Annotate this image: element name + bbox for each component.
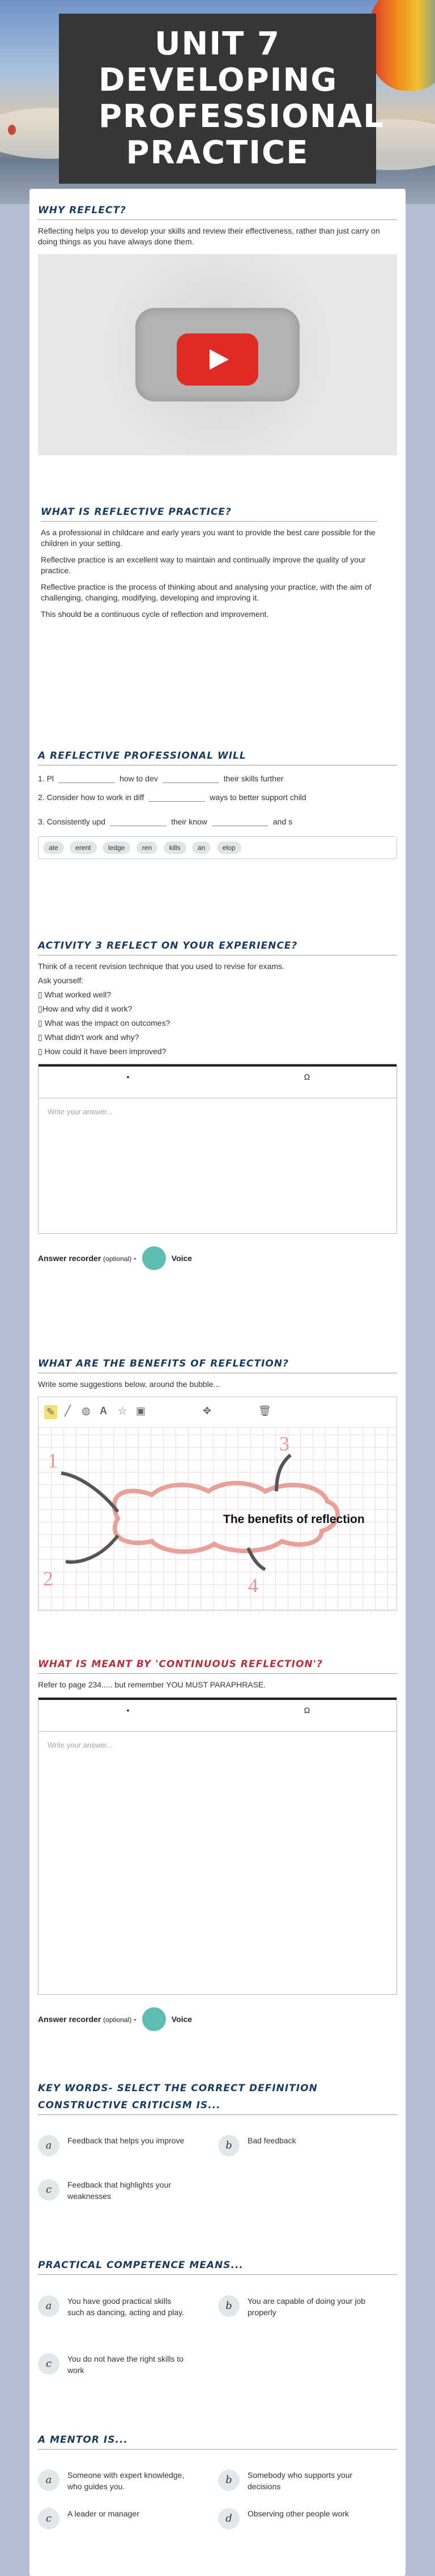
play-icon[interactable]	[177, 333, 258, 386]
word-chip[interactable]: elop	[217, 841, 241, 854]
option-letter: a	[38, 2135, 59, 2156]
why-reflect-section	[38, 205, 397, 455]
section-title: ACTIVITY 3 REFLECT ON YOUR EXPERIENCE?	[38, 940, 397, 955]
benefits-section	[38, 1358, 397, 1611]
answer-recorder	[38, 2007, 397, 2031]
hero-banner	[0, 0, 435, 204]
word-chip[interactable]: kills	[164, 841, 186, 854]
ask-label: Ask yourself:	[38, 976, 84, 985]
paragraph: Reflective practice is an excellent way to maintain and continually improve the quality of your practice.	[41, 555, 366, 575]
question-item: ▯How and why did it work?	[38, 1004, 133, 1013]
option-text: Observing other people work	[248, 2509, 349, 2518]
text-part: their know	[171, 817, 207, 826]
benefits-text: Write some suggestions below, around the bubble...	[38, 1380, 220, 1389]
why-reflect-text: Reflecting helps you to develop your skills and review their effectiveness, rather than just carry on doing things as you have always done them.	[38, 226, 380, 246]
number-1: 1	[48, 1449, 58, 1472]
blank-drop[interactable]	[58, 775, 115, 783]
arrow-line	[61, 1473, 118, 1512]
option-letter: c	[38, 2508, 59, 2530]
option-d[interactable]	[218, 2508, 394, 2530]
bullet-list-button[interactable]: •	[126, 1706, 130, 1715]
text-part: their skills further	[223, 774, 284, 783]
bubble-text: The benefits of reflection	[223, 1513, 365, 1526]
section-title: WHAT ARE THE BENEFITS OF REFLECTION?	[38, 1358, 397, 1373]
paragraph: This should be a continuous cycle of reflection and improvement.	[41, 610, 269, 619]
section-title: WHY REFLECT?	[38, 205, 397, 220]
paragraph: Reflective practice is the process of thinking about and analysing your practice, with the aim of challenging, changing, modifying, developing and improving it.	[41, 582, 372, 602]
section-title: WHAT IS MEANT BY 'CONTINUOUS REFLECTION'?	[38, 1659, 397, 1674]
answer-input[interactable]: Write your answer...	[48, 1741, 113, 1749]
word-chip[interactable]: ate	[43, 841, 64, 854]
option-letter: b	[218, 2469, 240, 2491]
record-button[interactable]	[142, 2007, 166, 2031]
option-letter: a	[38, 2295, 59, 2317]
fill-line-3	[38, 817, 397, 827]
pen-icon[interactable]: ╱	[65, 1405, 71, 1416]
drawing-svg	[39, 1428, 396, 1610]
star-icon[interactable]: ☆	[118, 1405, 127, 1416]
word-bank	[38, 836, 397, 859]
blank-drop[interactable]	[212, 818, 268, 826]
record-button[interactable]	[142, 1246, 166, 1270]
text-part: 1. Pl	[38, 774, 54, 783]
pencil-icon[interactable]: ✎	[44, 1405, 57, 1419]
option-letter: b	[218, 2295, 240, 2317]
image-icon[interactable]: ▣	[136, 1405, 146, 1416]
video-player[interactable]	[38, 254, 397, 455]
question-item: ▯ How could it have been improved?	[38, 1047, 167, 1056]
voice-label: Voice	[171, 1254, 193, 1263]
editor-toolbar	[39, 1064, 396, 1098]
voice-label: Voice	[171, 2015, 193, 2024]
option-text: A leader or manager	[67, 2509, 139, 2518]
number-4: 4	[248, 1574, 258, 1597]
option-c[interactable]	[38, 2179, 208, 2202]
recorder-label: Answer recorder (optional) -	[38, 1254, 137, 1263]
option-letter: c	[38, 2179, 59, 2201]
small-balloon-image	[8, 125, 16, 135]
word-chip[interactable]: ren	[137, 841, 157, 854]
reflective-practice-section	[41, 506, 377, 620]
answer-recorder	[38, 1246, 397, 1270]
text-part: and s	[272, 817, 293, 826]
option-letter: a	[38, 2469, 59, 2491]
option-text: Feedback that highlights your weaknesses	[67, 2180, 171, 2201]
option-b[interactable]	[218, 2135, 388, 2156]
activity-text: Think of a recent revision technique that you used to revise for exams.	[38, 962, 285, 971]
question-title: A MENTOR IS...	[38, 2434, 397, 2450]
question-item: ▯ What didn't work and why?	[38, 1033, 139, 1042]
arrow-line	[66, 1536, 118, 1562]
blank-drop[interactable]	[148, 794, 205, 802]
page-title: UNIT 7 DEVELOPING PROFESSIONAL PRACTICE	[99, 26, 385, 171]
title-box	[59, 14, 385, 184]
text-part: 2. Consider how to work in diff	[38, 793, 144, 802]
option-b[interactable]	[218, 2295, 388, 2318]
paragraph: As a professional in childcare and early years you want to provide the best care possible for the children in your setting.	[41, 528, 376, 548]
number-2: 2	[43, 1567, 53, 1590]
editor-toolbar	[39, 1698, 396, 1732]
section-title: WHAT IS REFLECTIVE PRACTICE?	[41, 506, 377, 522]
option-a[interactable]	[38, 2469, 208, 2492]
practical-competence-section	[38, 2260, 397, 2275]
option-letter: c	[38, 2353, 59, 2375]
recorder-label: Answer recorder (optional) -	[38, 2015, 137, 2024]
option-text: Bad feedback	[248, 2136, 296, 2145]
text-part: how to dev	[120, 774, 158, 783]
section-title: A REFLECTIVE PROFESSIONAL WILL	[38, 750, 397, 765]
bullet-list-button[interactable]: •	[126, 1072, 130, 1081]
question-item: ▯ What worked well?	[38, 990, 112, 999]
option-text: Somebody who supports your decisions	[248, 2471, 353, 2491]
fill-line-2	[38, 792, 397, 803]
hot-air-balloon-image	[367, 0, 435, 91]
option-text: You have good practical skills such as dancing, acting and play.	[67, 2296, 184, 2317]
fill-line-1	[38, 773, 397, 784]
option-text: Feedback that helps you improve	[67, 2136, 185, 2145]
word-chip[interactable]: ledge	[103, 841, 130, 854]
option-text: You do not have the right skills to work	[67, 2354, 184, 2375]
question-item: ▯ What was the impact on outcomes?	[38, 1018, 170, 1027]
answer-box	[38, 1064, 397, 1234]
text-part: ways to better support child	[210, 793, 306, 802]
number-3: 3	[279, 1432, 289, 1455]
section-title: KEY WORDS- SELECT THE CORRECT DEFINITION	[38, 2083, 318, 2094]
option-text: Someone with expert knowledge, who guides you.	[67, 2471, 185, 2491]
question-title: PRACTICAL COMPETENCE MEANS...	[38, 2260, 397, 2275]
blank-drop[interactable]	[163, 775, 219, 783]
word-chip[interactable]: an	[192, 841, 211, 854]
option-c[interactable]	[38, 2508, 208, 2530]
continuous-text: Refer to page 234..... but remember YOU MUST PARAPHRASE.	[38, 1680, 266, 1689]
move-icon[interactable]: ✥	[203, 1405, 212, 1416]
option-letter: d	[218, 2508, 240, 2530]
continuous-reflection-section	[38, 1659, 397, 2031]
drawing-canvas[interactable]	[38, 1397, 397, 1611]
answer-box	[38, 1697, 397, 1995]
option-letter: b	[218, 2135, 240, 2156]
option-a[interactable]	[38, 2295, 208, 2318]
color-picker-icon[interactable]: ◍	[82, 1405, 91, 1416]
activity-3-section	[38, 940, 397, 1270]
text-tool-icon[interactable]: A	[100, 1405, 107, 1416]
mentor-section	[38, 2434, 397, 2450]
special-character-button[interactable]: Ω	[304, 1706, 310, 1715]
option-c[interactable]	[38, 2353, 208, 2376]
reflective-professional-section	[38, 750, 397, 859]
text-part: 3. Consistently upd	[38, 817, 106, 826]
question-title: CONSTRUCTIVE CRITICISM IS...	[38, 2100, 397, 2115]
option-text: You are capable of doing your job properly	[248, 2296, 366, 2317]
word-chip[interactable]: erent	[70, 841, 96, 854]
drawing-toolbar	[39, 1397, 396, 1428]
special-character-button[interactable]: Ω	[304, 1072, 310, 1081]
blank-drop[interactable]	[110, 818, 167, 826]
key-words-section	[38, 2083, 397, 2115]
content-card	[29, 189, 406, 2576]
option-b[interactable]	[218, 2469, 388, 2492]
answer-input[interactable]: Write your answer...	[48, 1107, 113, 1116]
trash-icon[interactable]: 🗑	[258, 1405, 271, 1416]
option-a[interactable]	[38, 2135, 208, 2156]
